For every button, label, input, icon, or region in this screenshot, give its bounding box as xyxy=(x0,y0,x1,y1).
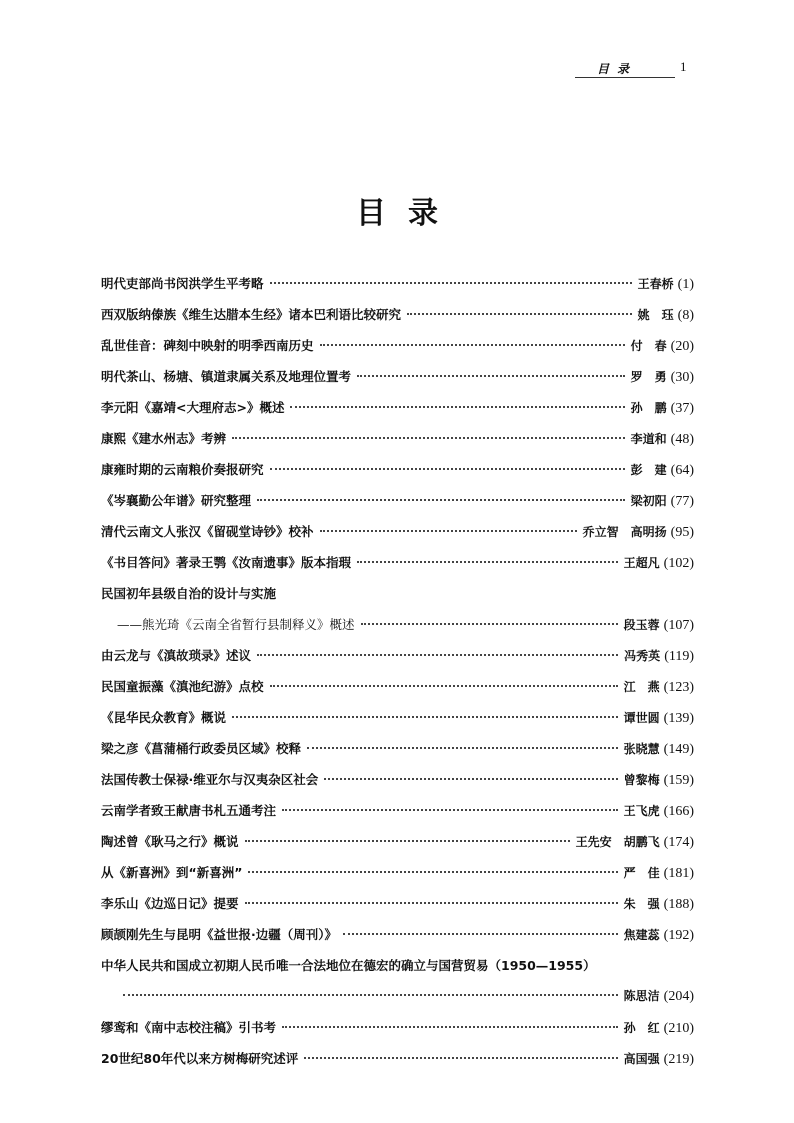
toc-entry[interactable] xyxy=(101,361,694,392)
toc-entry[interactable] xyxy=(101,826,694,857)
entry-title: 《岑襄勤公年谱》研究整理 xyxy=(101,493,252,508)
dot-leader xyxy=(307,747,618,749)
entry-author: 乔立智 高明扬 xyxy=(582,525,667,539)
entry-title: 民国初年县级自治的设计与实施 xyxy=(101,586,277,601)
header-rule xyxy=(575,77,675,78)
entry-page: (64) xyxy=(670,463,694,478)
running-head xyxy=(575,58,695,80)
toc-entry[interactable] xyxy=(101,516,694,547)
entry-author: 孙 鹏 xyxy=(630,401,667,415)
entry-author: 张晓慧 xyxy=(623,742,660,756)
entry-author: 罗 勇 xyxy=(630,370,667,384)
entry-title: 民国童振藻《滇池纪游》点校 xyxy=(101,679,264,694)
dot-leader xyxy=(320,530,577,532)
entry-page: (149) xyxy=(663,742,694,757)
entry-title: 由云龙与《滇故琐录》述议 xyxy=(101,648,252,663)
page-number: 1 xyxy=(680,59,687,74)
entry-title: 乱世佳音：碑刻中映射的明季西南历史 xyxy=(101,338,314,353)
entry-title: 明代吏部尚书闵洪学生平考略 xyxy=(101,276,264,291)
entry-page: (166) xyxy=(663,804,694,819)
entry-page: (174) xyxy=(663,835,694,850)
entry-page: (123) xyxy=(663,680,694,695)
entry-author: 王飞虎 xyxy=(623,804,660,818)
entry-page: (188) xyxy=(663,897,694,912)
dot-leader xyxy=(270,468,625,470)
entry-title: ——熊光琦《云南全省暂行县制释义》概述 xyxy=(117,617,355,632)
entry-author: 王超凡 xyxy=(623,556,660,570)
entry-author: 段玉蓉 xyxy=(623,618,660,632)
entry-title: 李乐山《边巡日记》提要 xyxy=(101,896,239,911)
entry-title: 明代茶山、杨塘、镇道隶属关系及地理位置考 xyxy=(101,369,352,384)
dot-leader xyxy=(361,623,618,625)
dot-leader xyxy=(123,994,618,996)
entry-author: 孙 红 xyxy=(623,1021,660,1035)
dot-leader xyxy=(343,933,618,935)
entry-author: 梁初阳 xyxy=(630,494,667,508)
entry-page: (107) xyxy=(663,618,694,633)
entry-author: 曾黎梅 xyxy=(623,773,660,787)
toc-entry[interactable] xyxy=(101,330,694,361)
dot-leader xyxy=(232,716,618,718)
entry-page: (8) xyxy=(677,308,694,323)
entry-title: 康熙《建水州志》考辨 xyxy=(101,431,227,446)
toc-entry[interactable] xyxy=(101,888,694,919)
entry-title: 云南学者致王献唐书札五通考注 xyxy=(101,803,277,818)
entry-page: (204) xyxy=(663,989,694,1004)
dot-leader xyxy=(245,902,618,904)
toc-entry[interactable] xyxy=(101,485,694,516)
dot-leader xyxy=(320,344,625,346)
toc-entry[interactable] xyxy=(101,981,694,1012)
entry-page: (102) xyxy=(663,556,694,571)
entry-page: (219) xyxy=(663,1052,694,1067)
entry-author: 陈思洁 xyxy=(623,989,660,1003)
entry-author: 朱 强 xyxy=(623,897,660,911)
entry-page: (210) xyxy=(663,1021,694,1036)
dot-leader xyxy=(248,871,617,873)
toc-entry[interactable] xyxy=(101,609,694,640)
entry-title: 法国传教士保禄·维亚尔与汉夷杂区社会 xyxy=(101,772,319,787)
entry-title: 中华人民共和国成立初期人民币唯一合法地位在德宏的确立与国营贸易（1950—1955） xyxy=(101,958,596,973)
entry-author: 王先安 胡鹏飞 xyxy=(575,835,660,849)
entry-title: 康雍时期的云南粮价奏报研究 xyxy=(101,462,264,477)
dot-leader xyxy=(357,375,625,377)
entry-title: 陶述曾《耿马之行》概说 xyxy=(101,834,239,849)
toc-entry[interactable] xyxy=(101,764,694,795)
entry-author: 李道和 xyxy=(630,432,667,446)
dot-leader xyxy=(407,313,632,315)
dot-leader xyxy=(245,840,570,842)
dot-leader xyxy=(257,499,625,501)
dot-leader xyxy=(357,561,618,563)
dot-leader xyxy=(257,654,618,656)
toc-entry[interactable] xyxy=(101,857,694,888)
toc-entry[interactable] xyxy=(101,702,694,733)
entry-page: (119) xyxy=(664,649,694,664)
toc-entry[interactable] xyxy=(101,392,694,423)
dot-leader xyxy=(304,1057,617,1059)
toc-entry[interactable] xyxy=(101,268,694,299)
entry-page: (77) xyxy=(670,494,694,509)
entry-author: 江 燕 xyxy=(623,680,660,694)
entry-page: (37) xyxy=(670,401,694,416)
entry-title: 20世纪80年代以来方树梅研究述评 xyxy=(101,1051,299,1066)
entry-author: 焦建蕊 xyxy=(623,928,660,942)
dot-leader xyxy=(290,406,624,408)
toc-entry[interactable] xyxy=(101,919,694,950)
entry-author: 姚 珏 xyxy=(637,308,674,322)
entry-title: 《书目答问》著录王鹗《汝南遗事》版本指瑕 xyxy=(101,555,352,570)
toc-entry[interactable] xyxy=(101,733,694,764)
toc-entry[interactable] xyxy=(101,423,694,454)
dot-leader xyxy=(270,282,632,284)
table-of-contents xyxy=(101,268,694,1074)
toc-entry[interactable] xyxy=(101,1043,694,1074)
dot-leader xyxy=(270,685,618,687)
dot-leader xyxy=(324,778,617,780)
entry-page: (30) xyxy=(670,370,694,385)
toc-entry[interactable] xyxy=(101,795,694,826)
entry-author: 高国强 xyxy=(623,1052,660,1066)
entry-title: 梁之彦《菖蒲桶行政委员区域》校释 xyxy=(101,741,302,756)
entry-author: 谭世圆 xyxy=(623,711,660,725)
entry-author: 严 佳 xyxy=(623,866,660,880)
entry-page: (95) xyxy=(670,525,694,540)
toc-entry[interactable] xyxy=(101,640,694,671)
entry-title: 李元阳《嘉靖<大理府志>》概述 xyxy=(101,400,285,415)
entry-page: (181) xyxy=(663,866,694,881)
entry-title: 清代云南文人张汉《留砚堂诗钞》校补 xyxy=(101,524,314,539)
entry-title: 从《新喜洲》到“新喜洲” xyxy=(101,865,243,880)
entry-author: 冯秀英 xyxy=(624,649,661,663)
entry-title: 缪鸾和《南中志校注稿》引书考 xyxy=(101,1020,277,1035)
toc-entry[interactable] xyxy=(101,578,694,609)
entry-title: 西双版纳傣族《维生达腊本生经》诸本巴利语比较研究 xyxy=(101,307,402,322)
toc-entry[interactable] xyxy=(101,547,694,578)
toc-entry[interactable] xyxy=(101,671,694,702)
page-title: 目录 xyxy=(356,196,460,231)
entry-page: (48) xyxy=(670,432,694,447)
entry-page: (159) xyxy=(663,773,694,788)
entry-author: 彭 建 xyxy=(630,463,667,477)
entry-author: 付 春 xyxy=(630,339,667,353)
toc-entry[interactable] xyxy=(101,1012,694,1043)
running-head-title: 目录 xyxy=(597,62,638,76)
toc-entry[interactable] xyxy=(101,454,694,485)
entry-page: (192) xyxy=(663,928,694,943)
dot-leader xyxy=(282,1026,618,1028)
entry-page: (139) xyxy=(663,711,694,726)
entry-page: (1) xyxy=(677,277,694,292)
toc-entry[interactable] xyxy=(101,950,694,981)
dot-leader xyxy=(232,437,625,439)
entry-title: 顾颉刚先生与昆明《益世报·边疆（周刊）》 xyxy=(101,927,337,942)
entry-title: 《昆华民众教育》概说 xyxy=(101,710,227,725)
toc-entry[interactable] xyxy=(101,299,694,330)
dot-leader xyxy=(282,809,618,811)
entry-page: (20) xyxy=(670,339,694,354)
entry-author: 王春桥 xyxy=(637,277,674,291)
